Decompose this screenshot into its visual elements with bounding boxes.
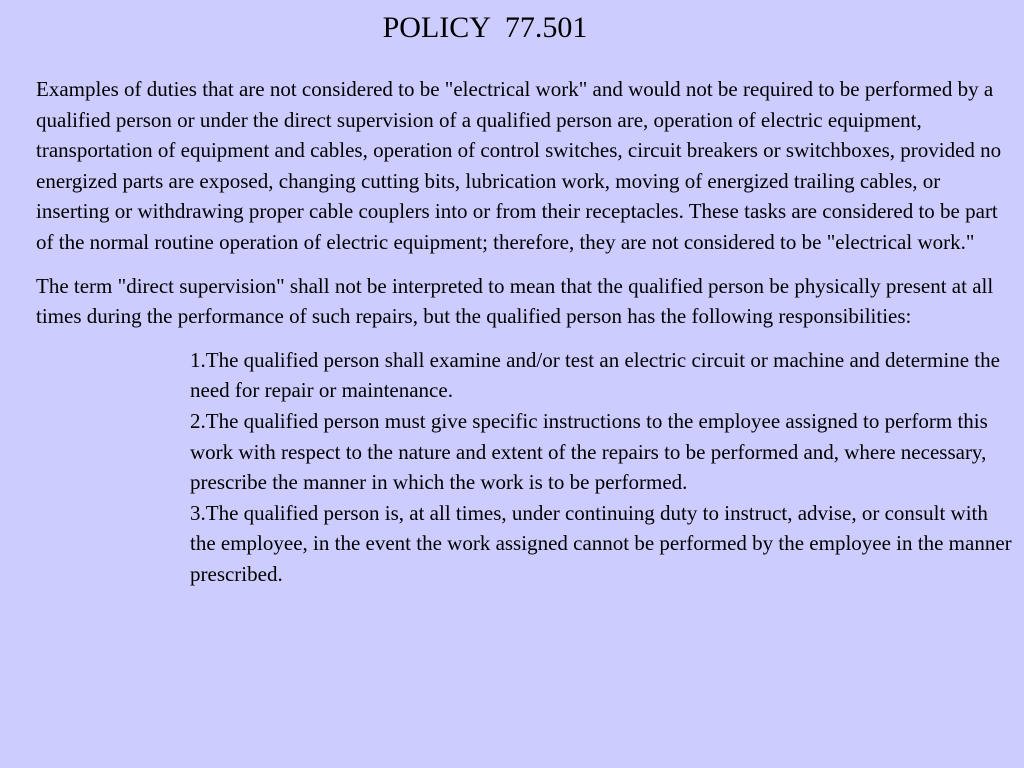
list-item: 1.The qualified person shall examine and/or test an electric circuit or machine and determine the need for repair or maintenance.: [190, 347, 1000, 403]
paragraph-direct-supervision: The term "direct supervision" shall not be interpreted to mean that the qualified person be physically present at all times during the performance of such repairs, but the qualified person has the following responsibilities:: [36, 273, 994, 329]
slide-body: [36, 74, 1016, 590]
responsibilities-list: [190, 345, 1016, 590]
list-item: 2.The qualified person must give specific instructions to the employee assigned to perform this work with respect to the nature and extent of the repairs to be performed and, where necessary, prescribe the manner in which the work is to be performed.: [190, 408, 988, 495]
slide-title: POLICY 77.501: [382, 11, 588, 44]
paragraph-electrical-work-examples: Examples of duties that are not considered to be "electrical work" and would not be required to be performed by a qualified person or under the direct supervision of a qualified person are, operation of electric equipment, transportation of equipment and cables, operation of control switches, circuit breakers or switchboxes, provided no energized parts are exposed, changing cutting bits, lubrication work, moving of energized trailing cables, or inserting or withdrawing proper cable couplers into or from their receptacles. These tasks are considered to be part of the normal routine operation of electric equipment; therefore, they are not considered to be "electrical work.": [36, 77, 1002, 254]
list-item: 3.The qualified person is, at all times, under continuing duty to instruct, advise, or consult with the employee, in the event the work assigned cannot be performed by the employee in the manner prescribed.: [190, 500, 1012, 586]
